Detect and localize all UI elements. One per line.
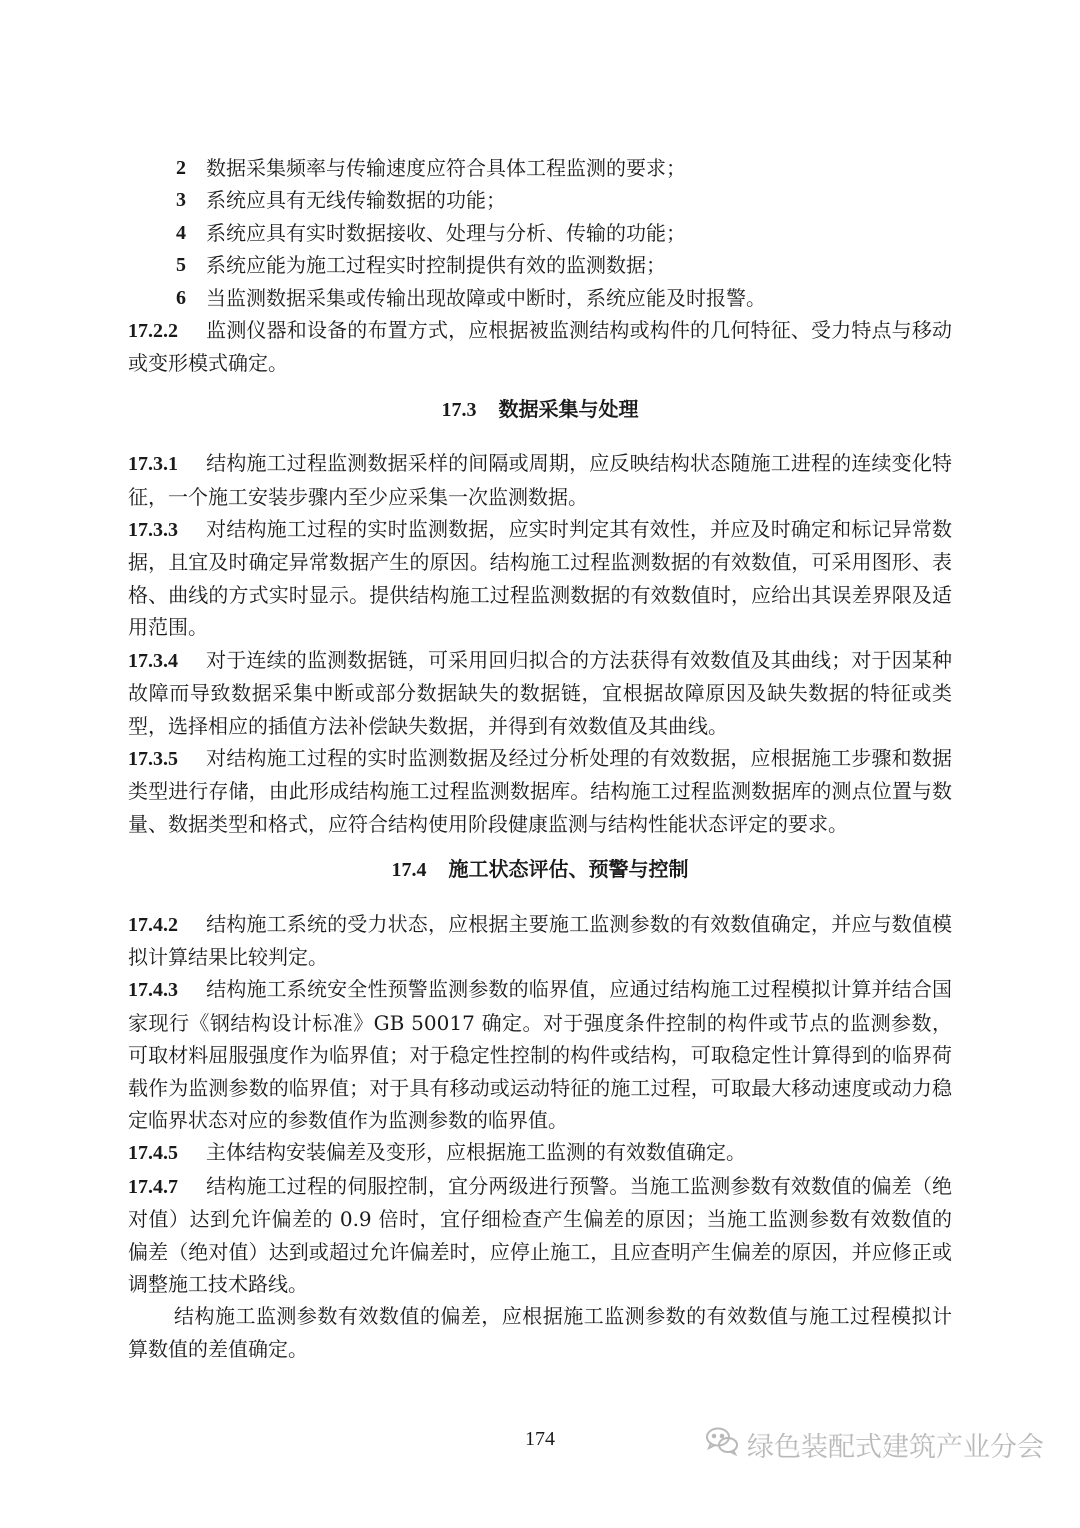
clause-text: 对于连续的监测数据链，可采用回归拟合的方法获得有效数值及其曲线；对于因某种故障而导致数据采集中断或部分数据缺失的数据链，宜根据故障原因及缺失数据的特征或类型，选择相应的插值方法补偿缺失数据，并得到有效数值及其曲线。	[128, 647, 952, 738]
clause-17-4-7	[128, 1170, 952, 1301]
list-item-text: 数据采集频率与传输速度应符合具体工程监测的要求；	[206, 156, 686, 180]
list-item-text: 系统应具有实时数据接收、处理与分析、传输的功能；	[206, 220, 686, 245]
clause-17-4-3	[128, 973, 952, 1136]
section-number: 17.4	[391, 859, 427, 882]
clause-text: 结构施工系统的受力状态，应根据主要施工监测参数的有效数值确定，并应与数值模拟计算结果比较判定。	[128, 911, 952, 969]
clause-text: 对结构施工过程的实时监测数据，应实时判定其有效性，并应及时确定和标记异常数据，且宜及时确定异常数据产生的原因。结构施工过程监测数据的有效数值，可采用图形、表格、曲线的方式实时显示。提供结构施工过程监测数据的有效数值时，应给出其误差界限及适用范围。	[128, 517, 952, 640]
list-item-text: 系统应具有无线传输数据的功能；	[206, 188, 506, 213]
list-item-number: 4	[176, 221, 186, 244]
list-item-text: 系统应能为施工过程实时控制提供有效的监测数据；	[206, 253, 666, 278]
clause-17-3-1	[128, 447, 952, 513]
page-content	[128, 152, 952, 1365]
section-title: 施工状态评估、预警与控制	[448, 857, 689, 882]
list-item	[128, 152, 952, 184]
clause-text: 结构施工系统安全性预警监测参数的临界值，应通过结构施工过程模拟计算并结合国家现行《钢结构设计标准》GB 50017 确定。对于强度条件控制的构件或节点的监测参数，可取材料屈服强度作为临界值；对于稳定性控制的构件或结构，可取稳定性计算得到的临界荷载作为监测参数的临界值；对于具有移动或运动特征的施工过程，可取最大移动速度或动力稳定临界状态对应的参数值作为监测参数的临界值。	[128, 977, 952, 1132]
list-item	[128, 249, 952, 281]
section-number: 17.3	[441, 398, 477, 421]
clause-number: 17.2.2	[128, 320, 178, 343]
list-item-text: 当监测数据采集或传输出现故障或中断时，系统应能及时报警。	[206, 285, 766, 310]
list-item	[128, 217, 952, 249]
page-number: 174	[525, 1428, 555, 1450]
clause-text: 对结构施工过程的实时监测数据及经过分析处理的有效数据，应根据施工步骤和数据类型进行存储，由此形成结构施工过程监测数据库。结构施工过程监测数据库的测点位置与数量、数据类型和格式，应符合结构使用阶段健康监测与结构性能状态评定的要求。	[128, 745, 952, 836]
list-item	[128, 282, 952, 314]
clause-17-4-2	[128, 908, 952, 974]
clause-number: 17.3.4	[128, 649, 178, 672]
clause-17-4-5	[128, 1136, 952, 1169]
clause-text: 结构施工过程监测数据采样的间隔或周期，应反映结构状态随施工进程的连续变化特征，一个施工安装步骤内至少应采集一次监测数据。	[128, 451, 952, 509]
watermark-text: 绿色装配式建筑产业分会	[747, 1431, 1044, 1463]
clause-text: 监测仪器和设备的布置方式，应根据被监测结构或构件的几何特征、受力特点与移动或变形模式确定。	[128, 318, 952, 376]
list-item-number: 5	[176, 254, 186, 277]
clause-17-2-2	[128, 314, 952, 380]
clause-text: 主体结构安装偏差及变形，应根据施工监测的有效数值确定。	[206, 1140, 746, 1165]
clause-number: 17.3.3	[128, 519, 178, 542]
clause-number: 17.4.2	[128, 913, 178, 936]
list-item-number: 6	[176, 286, 186, 309]
watermark	[705, 1424, 1044, 1464]
explanatory-paragraph: 结构施工监测参数有效数值的偏差，应根据施工监测参数的有效数值与施工过程模拟计算数值的差值确定。	[128, 1304, 952, 1361]
clause-17-3-3	[128, 513, 952, 644]
clause-number: 17.4.7	[128, 1175, 178, 1198]
section-heading-17-4	[128, 853, 952, 886]
list-item-number: 2	[176, 157, 186, 179]
wechat-icon	[705, 1426, 739, 1463]
clause-number: 17.3.5	[128, 747, 178, 770]
section-title: 数据采集与处理	[498, 396, 639, 421]
clause-17-3-4	[128, 644, 952, 742]
list-item	[128, 184, 952, 216]
clause-17-3-5	[128, 742, 952, 840]
clause-number: 17.4.5	[128, 1142, 178, 1165]
list-item-number: 3	[176, 189, 186, 212]
clause-number: 17.4.3	[128, 979, 178, 1002]
section-heading-17-3	[128, 393, 952, 426]
clause-number: 17.3.1	[128, 453, 178, 476]
clause-text: 结构施工过程的伺服控制，宜分两级进行预警。当施工监测参数有效数值的偏差（绝对值）达到允许偏差的 0.9 倍时，宜仔细检查产生偏差的原因；当施工监测参数有效数值的偏差（绝对值）达到或超过允许偏差时，应停止施工，且应查明产生偏差的原因，并应修正或调整施工技术路线。	[128, 1173, 952, 1296]
